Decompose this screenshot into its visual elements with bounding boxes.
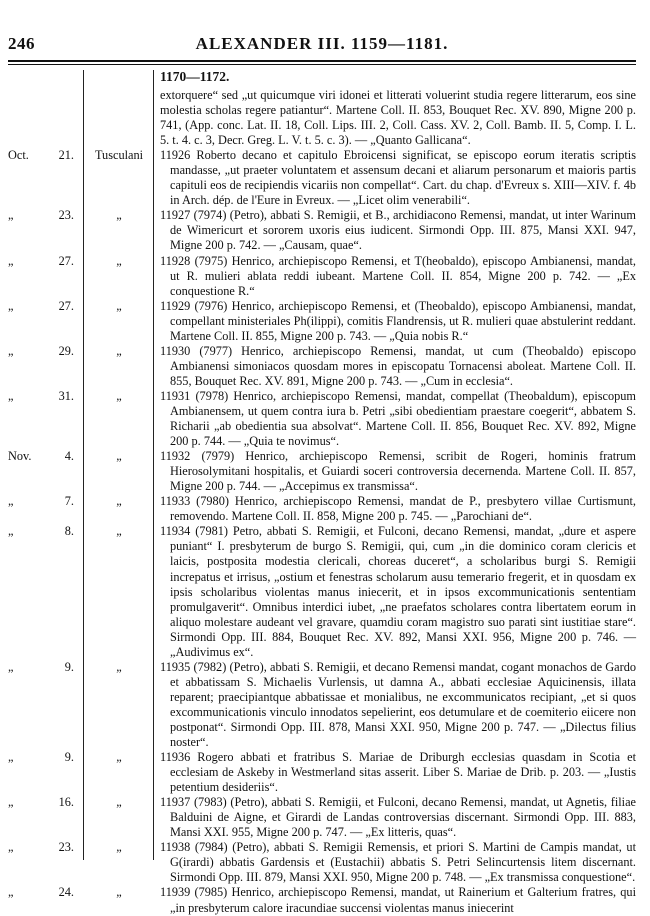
register-entry bbox=[0, 449, 650, 494]
entry-place: „ bbox=[116, 795, 122, 810]
entry-text: 11933 (7980) Henrico, archiepiscopo Remensi, mandat de P., presbytero villae Curtismunt, removendo. Martene Coll. II. 858, Migne 200 p. 745. — „Parochiani de“. bbox=[160, 494, 636, 524]
register-entry bbox=[0, 885, 650, 915]
entry-day: 16. bbox=[58, 795, 74, 810]
entry-month: „ bbox=[8, 659, 14, 674]
entry-place: „ bbox=[116, 885, 122, 900]
entry-list bbox=[0, 148, 650, 915]
entry-day: 7. bbox=[64, 494, 74, 509]
entry-place: „ bbox=[116, 750, 122, 765]
entry-month: „ bbox=[8, 343, 14, 358]
header-rule-thick bbox=[8, 60, 636, 62]
entry-text: 11935 (7982) (Petro), abbati S. Remigii, et decano Remensi mandat, cogant monachos de Gardo et abbatissam S. Michaelis Vurlensis, ut damna A., abbati ecclesiae Aquicinensis, illata reparent; praecipiantque abbatissae et monialibus, ne excommunicatos recipiant, „et si quos excommunicationis vinculo innodatos sepelierint, eos detumulare et de coemiterio eiicere non postponat“. Sirmondi Opp. III. 878, Mansi XXI. 950, Migne 200 p. 747. — „Dilectus filius noster“. bbox=[160, 659, 636, 750]
entry-day: 31. bbox=[58, 388, 74, 403]
entry-text: 11937 (7983) (Petro), abbati S. Remigii, et Fulconi, decano Remensi, mandat, ut Agnetis, filiae Balduini de Aigne, et Girardi de Landas controversias discernant. Sirmondi Opp. III. 883, Mansi XXI. 955, Migne 200 p. 747. — „Ex litteris, quas“. bbox=[160, 795, 636, 840]
page-header bbox=[8, 34, 636, 56]
entry-place: Tusculani bbox=[94, 148, 144, 163]
entry-place: „ bbox=[116, 659, 122, 674]
entry-month: „ bbox=[8, 298, 14, 313]
entry-month: Oct. bbox=[8, 148, 29, 163]
entry-text: 11939 (7985) Henrico, archiepiscopo Remensi, mandat, ut Rainerium et Galterium fratres, qui „in presbyterum calore iracundiae succensi violentas manus iniecerint bbox=[160, 885, 636, 915]
entry-date bbox=[8, 840, 78, 855]
entry-day: 4. bbox=[64, 449, 74, 464]
entry-place: „ bbox=[116, 840, 122, 855]
entry-date bbox=[8, 389, 78, 404]
entry-place: „ bbox=[116, 388, 122, 403]
register-entry bbox=[0, 389, 650, 449]
entry-date bbox=[8, 449, 78, 464]
entry-date bbox=[8, 885, 78, 900]
register-entry bbox=[0, 840, 650, 885]
entry-place: „ bbox=[116, 253, 122, 268]
register-entry bbox=[0, 254, 650, 299]
entry-date bbox=[8, 494, 78, 509]
page-number: 246 bbox=[8, 34, 35, 53]
entry-month: „ bbox=[8, 253, 14, 268]
entry-day: 9. bbox=[64, 750, 74, 765]
entry-place: „ bbox=[116, 524, 122, 539]
entry-day: 8. bbox=[64, 524, 74, 539]
entry-text: 11930 (7977) Henrico, archiepiscopo Remensi, mandat, ut cum (Theobaldo) episcopo Ambianensi simoniacos quosdam mores in episcopatu Tornacensi aboleat. Martene Coll. II. 855, Bouquet Rec. XV. 891, Migne 200 p. 743. — „Cum in ecclesia“. bbox=[160, 343, 636, 388]
entry-month: „ bbox=[8, 388, 14, 403]
entry-text: 11928 (7975) Henrico, archiepiscopo Remensi, et T(heobaldo), episcopo Ambianensi, mandat, ut R. mulieri ablata reddi iubeant. Martene Coll. II. 854, Migne 200 p. 742. — „Ex conquestione R.“ bbox=[160, 253, 636, 298]
entry-day: 29. bbox=[58, 343, 74, 358]
register-entry bbox=[0, 344, 650, 389]
entry-day: 23. bbox=[58, 208, 74, 223]
register-entry bbox=[0, 795, 650, 840]
register-entry bbox=[0, 208, 650, 253]
entry-day: 23. bbox=[58, 840, 74, 855]
entry-month: „ bbox=[8, 885, 14, 900]
entry-date bbox=[8, 208, 78, 223]
entry-date bbox=[8, 750, 78, 765]
entry-month: „ bbox=[8, 494, 14, 509]
entry-text: 11929 (7976) Henrico, archiepiscopo Remensi, et (Theobaldo), episcopo Ambianensi, mandat, compellant ministeriales Ph(ilippi), comitis Flandrensis, ut R. mulieri quae abstulerint reddant. Martene Coll. II. 855, Migne 200 p. 743. — „Quia nobis R.“ bbox=[160, 298, 636, 343]
entry-date bbox=[8, 344, 78, 359]
entry-month: „ bbox=[8, 840, 14, 855]
register-entry bbox=[0, 524, 650, 659]
entry-day: 21. bbox=[58, 148, 74, 163]
entry-text: 11936 Rogero abbati et fratribus S. Mariae de Driburgh ecclesias quasdam in Scotia et ecclesiam de Askeby in Westmerland sitas asserit. Liber S. Mariae de Drib. p. 203. — „Iustis petentium desideriis“. bbox=[160, 750, 636, 795]
entry-text: 11934 (7981) Petro, abbati S. Remigii, et Fulconi, decano Remensi, mandat, „dure et aspere puniant“ I. presbyterum de burgo S. Remigii, qui, cum „in die dominico coram clericis et laicis, postposita modestia clericali, choreas duceret“, a scholaribus burgi S. Remigii increpatus et irrisus, „ostium et fenestras scholarum ausu temerario fregerit, et in quosdam ex ipsis scholaribus violentas manus iniecerit, et in ipsos excommunicationis sententiam promulgaverit“. Omnibus interdici iubet, „ne praefatos scholares contra libertatem eorum in aliquo molestare audeant vel gravare, quamdiu coram magistro suo parati sint iustitiae stare“. Sirmondi Opp. III. 884, Bouquet Rec. XV. 892, Mansi XXI. 956, Migne 200 p. 746. — „Audivimus ex“. bbox=[160, 524, 636, 659]
running-title: ALEXANDER III. 1159—1181. bbox=[195, 34, 449, 53]
entry-date bbox=[8, 795, 78, 810]
register-entry bbox=[0, 750, 650, 795]
entry-place: „ bbox=[116, 343, 122, 358]
register-entry bbox=[0, 660, 650, 750]
continued-entry-text: extorquere“ sed „ut quicumque viri idonei et litterati voluerint studia regere litterarum, eos sine molestia scholas regere patiantur“. Martene Coll. II. 853, Bouquet Rec. XV. 890, Migne 200 p. 741, (App. conc. Lat. II. 18, Coll. Lips. III. 2, Coll. Cass. XV. 2, Coll. Bamb. II. 5, Comp. I. L. 5. t. 4. c. 3, Decr. Greg. L. V. t. 5. c. 3). — „Quanto Gallicana“. bbox=[160, 88, 636, 148]
entry-text: 11938 (7984) (Petro), abbati S. Remigii Remensis, et priori S. Martini de Campis mandat, ut G(irardi) abbatis Gardensis et (Eustachii) abbatis S. Petri Selincurtensis litem discernant. Sirmondi Opp. III. 879, Mansi XXI. 950, Migne 200 p. 748. — „Ex transmissa conquestione“. bbox=[160, 840, 636, 885]
register-entry bbox=[0, 494, 650, 524]
entry-text: 11927 (7974) (Petro), abbati S. Remigii, et B., archidiacono Remensi, mandat, ut inter Warinum de Wimericurt et sororem uxoris eius iudicent. Sirmondi Opp. III. 875, Mansi XXI. 947, Migne 200 p. 742. — „Causam, quae“. bbox=[160, 208, 636, 253]
entry-month: „ bbox=[8, 750, 14, 765]
entry-date bbox=[8, 148, 78, 163]
entry-text: 11931 (7978) Henrico, archiepiscopo Remensi, mandat, compellat (Theobaldum), episcopum Ambianensem, ut quem contra iura b. Petri „sibi obedientiam praestare coegerit“, abbatem S. Richarii „ab obedientia sua absolvat“. Martene Coll. II. 856, Bouquet Rec. XV. 892, Migne 200 p. 744. — „Quia te novimus“. bbox=[160, 388, 636, 449]
entry-month: „ bbox=[8, 524, 14, 539]
entry-place: „ bbox=[116, 449, 122, 464]
entry-month: „ bbox=[8, 795, 14, 810]
header-rule-thin bbox=[8, 64, 636, 65]
section-heading: 1170—1172. bbox=[160, 69, 230, 84]
entry-day: 27. bbox=[58, 298, 74, 313]
entry-month: „ bbox=[8, 208, 14, 223]
entry-text: 11932 (7979) Henrico, archiepiscopo Remensi, scribit de Rogeri, hominis fratrum Hierosolymitani hospitalis, et Guiardi soceri controversia decernenda. Martene Coll. II. 857, Migne 200 p. 744. — „Accepimus ex transmissa“. bbox=[160, 449, 636, 494]
entry-day: 9. bbox=[64, 659, 74, 674]
entry-date bbox=[8, 660, 78, 675]
register-body bbox=[0, 68, 650, 916]
entry-date bbox=[8, 524, 78, 539]
entry-place: „ bbox=[116, 298, 122, 313]
entry-month: Nov. bbox=[8, 449, 32, 464]
entry-place: „ bbox=[116, 208, 122, 223]
entry-place: „ bbox=[116, 494, 122, 509]
entry-day: 24. bbox=[58, 885, 74, 900]
register-entry bbox=[0, 299, 650, 344]
register-entry bbox=[0, 148, 650, 208]
entry-date bbox=[8, 299, 78, 314]
entry-day: 27. bbox=[58, 253, 74, 268]
entry-text: 11926 Roberto decano et capitulo Ebroicensi significat, se episcopo eorum iteratis scriptis mandasse, „ut praeter voluntatem et assensum decani et aliarum personarum et maioris partis capituli eos de recipiendis vicariis non compellat“. Cart. du chap. d'Evreux s. XIII—XIV. f. 4b in Arch. dép. de l'Eure in Evreux. — „Licet olim venerabili“. bbox=[160, 148, 636, 208]
entry-date bbox=[8, 254, 78, 269]
